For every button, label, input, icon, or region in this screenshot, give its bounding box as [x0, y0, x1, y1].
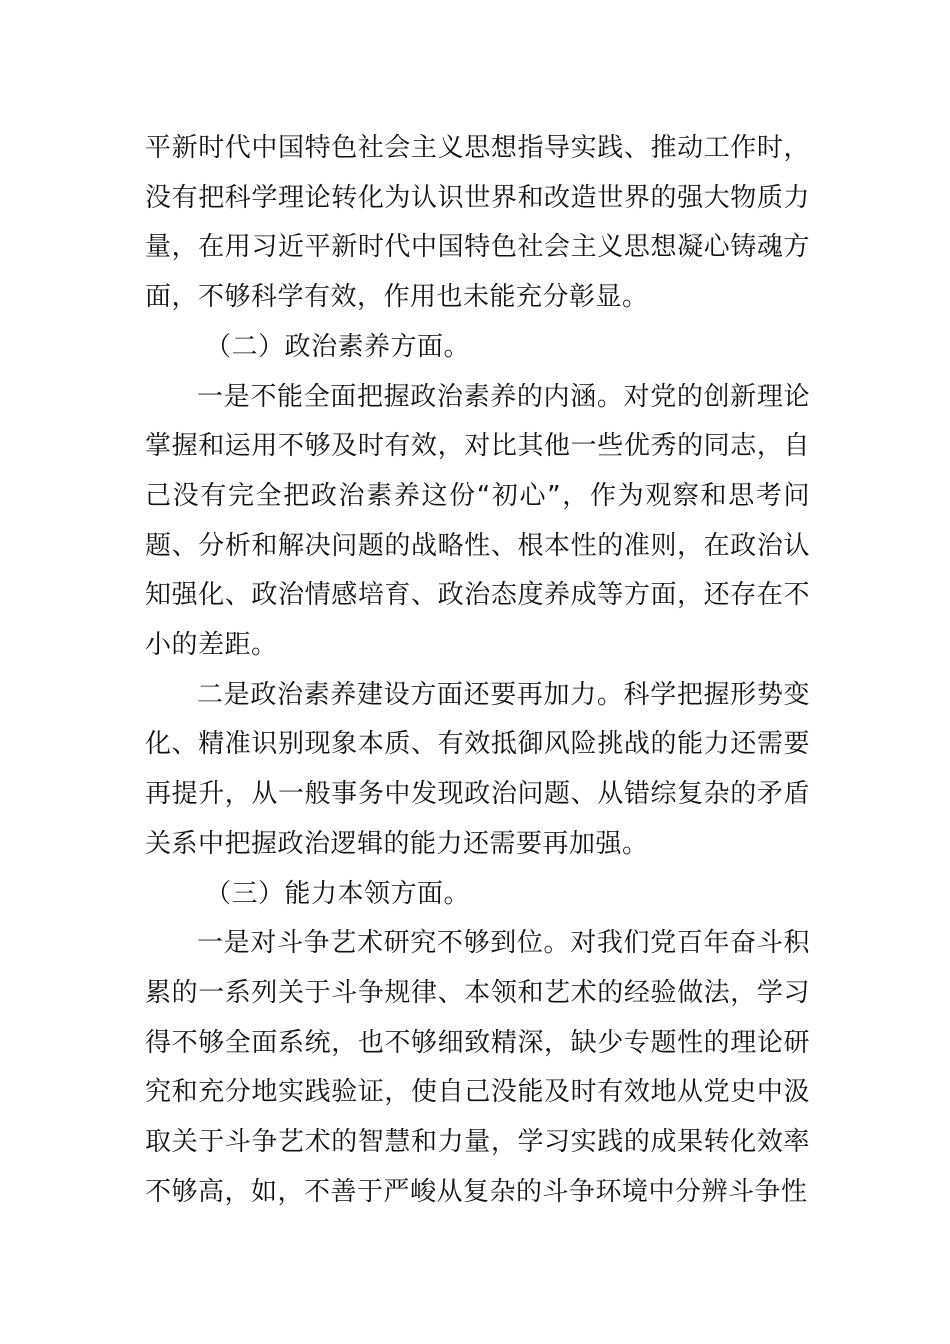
paragraph-ability-1: 一是对斗争艺术研究不够到位。对我们党百年奋斗积累的一系列关于斗争规律、本领和艺术的经验做法，学习得不够全面系统，也不够细致精深，缺少专题性的理论研究和充分地实践验证，使自己没能及时有效地从党史中汲取关于斗争艺术的智慧和力量，学习实践的成果转化效率不够高，如，不善于严峻从复杂的斗争环境中分辨斗争性 [145, 928, 810, 1207]
paragraph-continuation: 平新时代中国特色社会主义思想指导实践、推动工作时，没有把科学理论转化为认识世界和改造世界的强大物质力量，在用习近平新时代中国特色社会主义思想凝心铸魂方面，不够科学有效，作用也未能充分彰显。 [145, 133, 810, 313]
paragraph-political-literacy-2: 二是政治素养建设方面还要再加力。科学把握形势变化、精准识别现象本质、有效抵御风险挑战的能力还需要再提升，从一般事务中发现政治问题、从错综复杂的矛盾关系中把握政治逻辑的能力还需要再加强。 [145, 679, 810, 859]
document-body [145, 124, 810, 1217]
section-heading-political-literacy: （二）政治素养方面。 [205, 331, 471, 362]
section-heading-ability: （三）能力本领方面。 [205, 878, 471, 909]
paragraph-political-literacy-1: 一是不能全面把握政治素养的内涵。对党的创新理论掌握和运用不够及时有效，对比其他一些优秀的同志，自己没有完全把政治素养这份“初心”，作为观察和思考问题、分析和解决问题的战略性、根本性的准则，在政治认知强化、政治情感培育、政治态度养成等方面，还存在不小的差距。 [145, 381, 810, 661]
